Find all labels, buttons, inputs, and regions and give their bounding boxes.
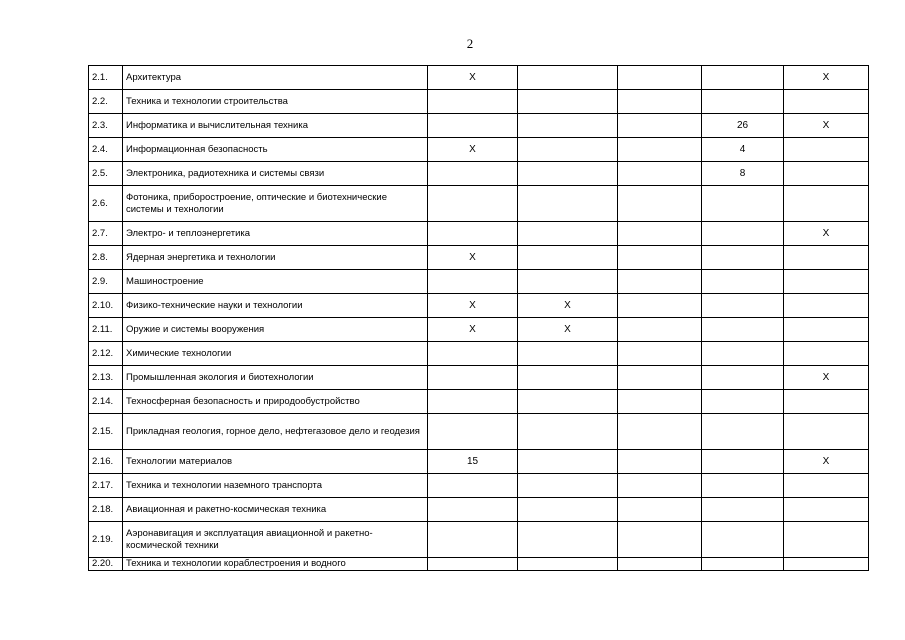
row-name: Электроника, радиотехника и системы связи — [123, 162, 428, 186]
cell-col-1 — [428, 522, 518, 558]
cell-col-4 — [702, 246, 784, 270]
cell-col-1: Х — [428, 294, 518, 318]
cell-col-4 — [702, 90, 784, 114]
table-row — [89, 66, 869, 90]
row-number: 2.5. — [89, 162, 123, 186]
cell-col-5 — [784, 186, 869, 222]
table-row — [89, 558, 869, 571]
cell-col-1 — [428, 114, 518, 138]
cell-col-4 — [702, 450, 784, 474]
row-number: 2.13. — [89, 366, 123, 390]
cell-col-3 — [618, 186, 702, 222]
cell-col-1: Х — [428, 138, 518, 162]
cell-col-3 — [618, 390, 702, 414]
cell-col-2 — [518, 90, 618, 114]
row-name: Техносферная безопасность и природообустройство — [123, 390, 428, 414]
cell-col-5 — [784, 474, 869, 498]
row-name: Информационная безопасность — [123, 138, 428, 162]
cell-col-3 — [618, 414, 702, 450]
row-name: Техника и технологии кораблестроения и водного — [123, 558, 428, 571]
cell-col-2 — [518, 114, 618, 138]
cell-col-3 — [618, 222, 702, 246]
cell-col-1 — [428, 366, 518, 390]
row-name: Фотоника, приборостроение, оптические и биотехнические системы и технологии — [123, 186, 428, 222]
cell-col-3 — [618, 366, 702, 390]
table-row — [89, 294, 869, 318]
row-number: 2.6. — [89, 186, 123, 222]
table-row — [89, 390, 869, 414]
cell-col-3 — [618, 474, 702, 498]
table-row — [89, 186, 869, 222]
row-number: 2.9. — [89, 270, 123, 294]
row-name: Ядерная энергетика и технологии — [123, 246, 428, 270]
cell-col-5 — [784, 138, 869, 162]
cell-col-3 — [618, 558, 702, 571]
cell-col-1: 15 — [428, 450, 518, 474]
cell-col-5 — [784, 246, 869, 270]
cell-col-4 — [702, 474, 784, 498]
row-name: Техника и технологии наземного транспорта — [123, 474, 428, 498]
row-name: Техника и технологии строительства — [123, 90, 428, 114]
cell-col-1 — [428, 222, 518, 246]
row-number: 2.8. — [89, 246, 123, 270]
table-row — [89, 270, 869, 294]
cell-col-2 — [518, 162, 618, 186]
cell-col-2 — [518, 414, 618, 450]
table-row — [89, 366, 869, 390]
cell-col-4 — [702, 390, 784, 414]
cell-col-3 — [618, 138, 702, 162]
cell-col-1 — [428, 162, 518, 186]
cell-col-3 — [618, 114, 702, 138]
cell-col-2 — [518, 450, 618, 474]
cell-col-2 — [518, 498, 618, 522]
cell-col-3 — [618, 162, 702, 186]
cell-col-2 — [518, 270, 618, 294]
cell-col-5 — [784, 162, 869, 186]
cell-col-1 — [428, 186, 518, 222]
cell-col-1: Х — [428, 66, 518, 90]
cell-col-3 — [618, 90, 702, 114]
cell-col-5: Х — [784, 222, 869, 246]
table-row — [89, 138, 869, 162]
cell-col-3 — [618, 246, 702, 270]
cell-col-5 — [784, 294, 869, 318]
table-row — [89, 162, 869, 186]
row-name: Информатика и вычислительная техника — [123, 114, 428, 138]
cell-col-4 — [702, 66, 784, 90]
cell-col-4 — [702, 318, 784, 342]
cell-col-2 — [518, 558, 618, 571]
cell-col-1 — [428, 474, 518, 498]
cell-col-1 — [428, 90, 518, 114]
cell-col-5 — [784, 342, 869, 366]
row-name: Физико-технические науки и технологии — [123, 294, 428, 318]
row-name: Аэронавигация и эксплуатация авиационной и ракетно-космической техники — [123, 522, 428, 558]
cell-col-5 — [784, 90, 869, 114]
row-number: 2.15. — [89, 414, 123, 450]
row-number: 2.3. — [89, 114, 123, 138]
row-number: 2.16. — [89, 450, 123, 474]
row-name: Оружие и системы вооружения — [123, 318, 428, 342]
table-row — [89, 318, 869, 342]
table-row — [89, 498, 869, 522]
row-number: 2.4. — [89, 138, 123, 162]
cell-col-2 — [518, 342, 618, 366]
cell-col-2: Х — [518, 318, 618, 342]
cell-col-4 — [702, 366, 784, 390]
row-name: Электро- и теплоэнергетика — [123, 222, 428, 246]
row-number: 2.20. — [89, 558, 123, 571]
cell-col-4 — [702, 558, 784, 571]
cell-col-5: Х — [784, 450, 869, 474]
cell-col-1: Х — [428, 246, 518, 270]
cell-col-1 — [428, 414, 518, 450]
cell-col-2 — [518, 66, 618, 90]
cell-col-4: 26 — [702, 114, 784, 138]
table-row — [89, 114, 869, 138]
cell-col-2 — [518, 390, 618, 414]
cell-col-4 — [702, 342, 784, 366]
row-number: 2.14. — [89, 390, 123, 414]
table-row — [89, 474, 869, 498]
cell-col-4 — [702, 186, 784, 222]
cell-col-3 — [618, 342, 702, 366]
row-name: Машиностроение — [123, 270, 428, 294]
cell-col-2 — [518, 474, 618, 498]
cell-col-2: Х — [518, 294, 618, 318]
table-row — [89, 342, 869, 366]
cell-col-1: Х — [428, 318, 518, 342]
row-number: 2.2. — [89, 90, 123, 114]
row-name: Авиационная и ракетно-космическая техника — [123, 498, 428, 522]
cell-col-4 — [702, 294, 784, 318]
cell-col-1 — [428, 270, 518, 294]
cell-col-3 — [618, 294, 702, 318]
table-row — [89, 450, 869, 474]
cell-col-2 — [518, 522, 618, 558]
cell-col-5: Х — [784, 366, 869, 390]
table-row — [89, 246, 869, 270]
row-number: 2.10. — [89, 294, 123, 318]
page-number: 2 — [466, 36, 474, 51]
row-number: 2.1. — [89, 66, 123, 90]
cell-col-5 — [784, 390, 869, 414]
cell-col-5 — [784, 270, 869, 294]
cell-col-5: Х — [784, 114, 869, 138]
row-name: Прикладная геология, горное дело, нефтегазовое дело и геодезия — [123, 414, 428, 450]
cell-col-3 — [618, 498, 702, 522]
cell-col-4 — [702, 498, 784, 522]
row-name: Архитектура — [123, 66, 428, 90]
row-number: 2.11. — [89, 318, 123, 342]
cell-col-2 — [518, 366, 618, 390]
row-number: 2.19. — [89, 522, 123, 558]
cell-col-1 — [428, 390, 518, 414]
cell-col-5 — [784, 318, 869, 342]
cell-col-2 — [518, 138, 618, 162]
cell-col-4 — [702, 222, 784, 246]
row-number: 2.12. — [89, 342, 123, 366]
cell-col-3 — [618, 66, 702, 90]
table-row — [89, 90, 869, 114]
table-row — [89, 222, 869, 246]
row-number: 2.17. — [89, 474, 123, 498]
row-name: Технологии материалов — [123, 450, 428, 474]
cell-col-4: 8 — [702, 162, 784, 186]
cell-col-1 — [428, 342, 518, 366]
specialties-table — [88, 65, 869, 571]
cell-col-4 — [702, 522, 784, 558]
table-row — [89, 414, 869, 450]
cell-col-4 — [702, 270, 784, 294]
cell-col-1 — [428, 498, 518, 522]
cell-col-5 — [784, 414, 869, 450]
row-name: Промышленная экология и биотехнологии — [123, 366, 428, 390]
cell-col-1 — [428, 558, 518, 571]
cell-col-3 — [618, 522, 702, 558]
row-number: 2.7. — [89, 222, 123, 246]
cell-col-4: 4 — [702, 138, 784, 162]
table-row — [89, 522, 869, 558]
cell-col-5: Х — [784, 66, 869, 90]
cell-col-5 — [784, 558, 869, 571]
cell-col-2 — [518, 222, 618, 246]
cell-col-5 — [784, 522, 869, 558]
cell-col-5 — [784, 498, 869, 522]
cell-col-3 — [618, 318, 702, 342]
cell-col-3 — [618, 450, 702, 474]
cell-col-3 — [618, 270, 702, 294]
cell-col-2 — [518, 246, 618, 270]
row-number: 2.18. — [89, 498, 123, 522]
row-name: Химические технологии — [123, 342, 428, 366]
cell-col-4 — [702, 414, 784, 450]
cell-col-2 — [518, 186, 618, 222]
